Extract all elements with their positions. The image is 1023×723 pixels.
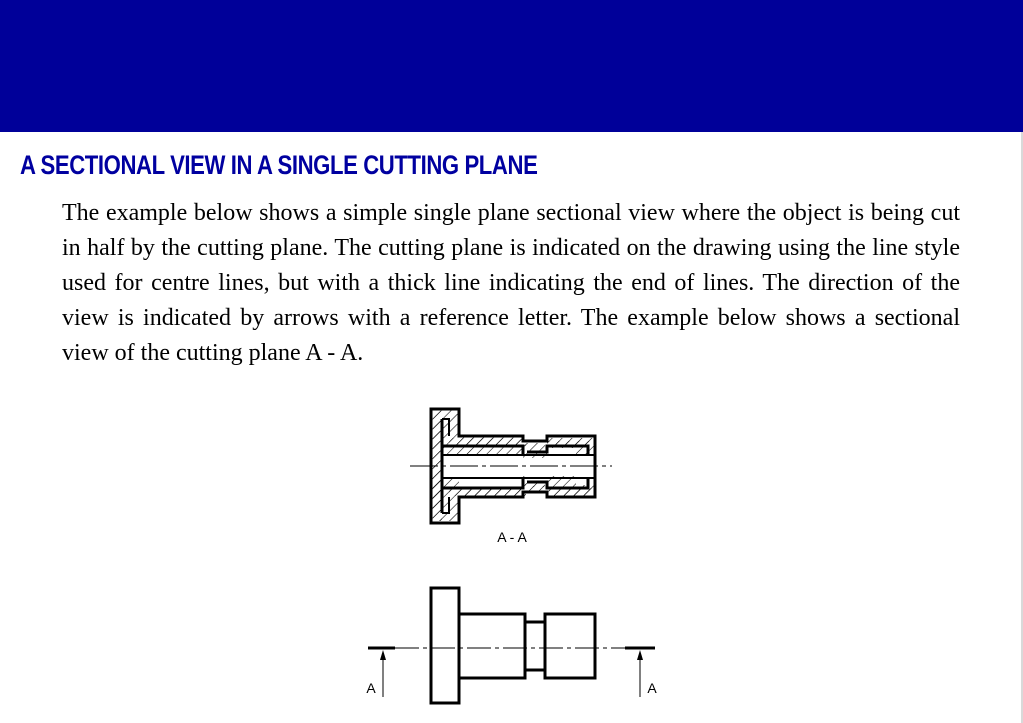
slide-title: A SECTIONAL VIEW IN A SINGLE CUTTING PLANE (20, 150, 538, 180)
section-lower-band-hatch (449, 488, 521, 496)
flange (431, 588, 459, 703)
right-arrow-letter: A (647, 680, 657, 696)
section-label: A - A (497, 529, 527, 545)
shaft-body (459, 614, 525, 678)
external-view (366, 588, 657, 703)
section-lower-right-hatch (549, 488, 593, 496)
left-arrow-letter: A (366, 680, 376, 696)
groove (525, 622, 545, 670)
arrow-left-head (380, 650, 386, 660)
arrow-right-head (637, 650, 643, 660)
section-upper-right-hatch (549, 438, 593, 446)
section-upper-mid-hatch (525, 443, 545, 451)
section-lower-mid-hatch (525, 483, 545, 491)
section-upper-band-hatch (449, 438, 521, 446)
body-paragraph: The example below shows a simple single plane sectional view where the object is being cut in half by the cutting plane. The cutting plane is indicated on the drawing using the line style used for centre lines, but with a thick line indicating the end of lines. The direction of the view is indicated by arrows with a reference letter. The example below shows a sectional view of the cutting plane A - A. (62, 200, 960, 366)
shaft-end (545, 614, 595, 678)
sectional-view (410, 409, 612, 545)
